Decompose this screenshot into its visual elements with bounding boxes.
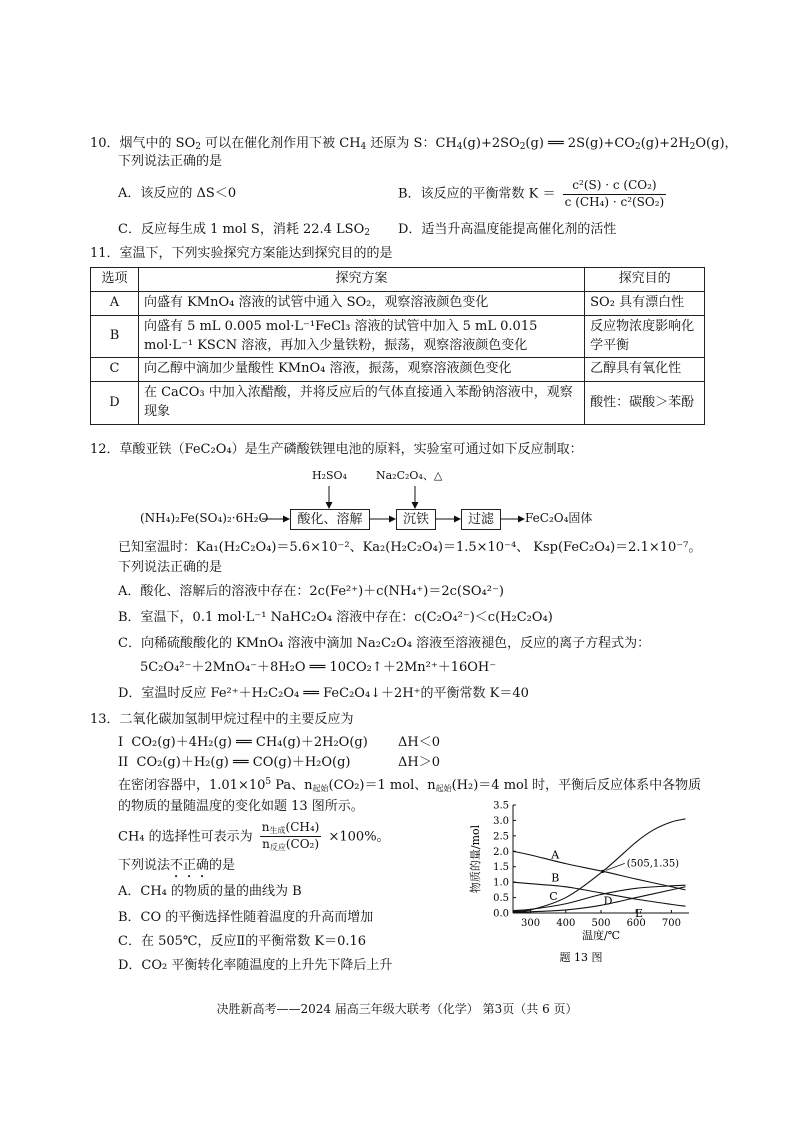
q12-option-a: A．酸化、溶解后的溶液中存在：2c(Fe²⁺)＋c(NH₄⁺)＝2c(SO₄²⁻): [118, 584, 504, 599]
q13-option-b: B．CO 的平衡选择性随着温度的升高而增加: [118, 910, 374, 925]
table-cell-option: B: [91, 315, 139, 358]
table-cell-option: D: [91, 382, 139, 425]
y-tick-label: 2.5: [493, 831, 509, 843]
x-tick-label: 300: [521, 918, 541, 929]
q10-constant-fraction: $\frac{\text{c²(S) · c (CO₂)}}{\text{c (CH₄) · c²(SO₂)}}$: [564, 178, 665, 209]
y-tick-label: 3.0: [493, 815, 509, 827]
q13-selectivity: CH₄ 的选择性可表示为 $\frac{n_{生成}(CH_4)}{n_{反应}(CO_2)}$ ×100%。: [118, 820, 390, 853]
q12-option-d: D．室温时反应 Fe²⁺＋H₂C₂O₄ ══ FeC₂O₄↓＋2H⁺的平衡常数 K＝40: [118, 686, 529, 701]
y-tick-label: 1.5: [493, 862, 509, 874]
x-tick-label: 600: [626, 918, 646, 929]
page-footer: 决胜新高考——2024 届高三年级大联考（化学） 第3页（共 6 页）: [216, 1002, 578, 1016]
x-tick-label: 700: [661, 918, 681, 929]
table-header: 探究目的: [585, 268, 705, 292]
q13-reaction-1-dh: ΔH＜0: [398, 735, 440, 750]
q12-stem2: 下列说法正确的是: [118, 560, 223, 575]
q10-option-c: C．反应每生成 1 mol S，消耗 22.4 $LSO_2$: [118, 222, 370, 238]
table-cell-plan: 在 CaCO₃ 中加入浓醋酸，并将反应后的气体直接通入苯酚钠溶液中，观察现象: [138, 382, 584, 425]
flow-product: FeC₂O₄固体: [525, 511, 593, 525]
table-cell-goal: 乙醇具有氧化性: [585, 358, 705, 382]
series-label-e: E: [635, 907, 644, 920]
flow-start-material: (NH₄)₂Fe(SO₄)₂·6H₂O: [140, 511, 269, 525]
y-tick-label: 0.0: [493, 908, 509, 920]
table-header: 探究方案: [138, 268, 584, 292]
y-tick-label: 1.0: [493, 877, 509, 889]
table-cell-option: C: [91, 358, 139, 382]
y-tick-label: 2.0: [493, 846, 509, 858]
table-cell-plan: 向盛有 5 mL 0.005 mol·L⁻¹FeCl₃ 溶液的试管中加入 5 mL 0.015 mol·L⁻¹ KSCN 溶液，再加入少量铁粉，振荡，观察溶液颜色变化: [138, 315, 584, 358]
q13-option-c: C．在 505℃，反应Ⅱ的平衡常数 K＝0.16: [118, 934, 367, 949]
flow-reagent-h2so4: H₂SO₄: [312, 469, 347, 482]
q13-reaction-2: II CO₂(g)＋H₂(g) ══ CO(g)＋H₂O(g): [118, 755, 351, 770]
x-axis-label: 温度/℃: [581, 929, 621, 942]
x-tick-label: 500: [591, 918, 611, 929]
table-cell-goal: SO₂ 具有漂白性: [585, 291, 705, 315]
series-line-d: [513, 885, 685, 910]
q12-known-constants: 已知室温时：Ka₁(H₂C₂O₄)＝5.6×10⁻²、Ka₂(H₂C₂O₄)＝1.5×10⁻⁴、 Ksp(FeC₂O₄)＝2.1×10⁻⁷。: [118, 540, 702, 555]
annotation-point: [601, 870, 604, 873]
q13-option-d: D．CO₂ 平衡转化率随温度的上升先下降后上升: [118, 958, 393, 973]
q13-selectivity-fraction: $\frac{n_{生成}(CH_4)}{n_{反应}(CO_2)}$: [261, 820, 320, 853]
series-label-c: C: [549, 890, 558, 904]
x-tick-label: 400: [556, 918, 576, 929]
series-label-a: A: [551, 848, 560, 862]
q12-option-b: B．室温下，0.1 mol·L⁻¹ NaHC₂O₄ 溶液中存在：c(C₂O₄²⁻)＜c(H₂C₂O₄): [118, 610, 553, 625]
q10-stem: 10．烟气中的 $SO_2$ 可以在催化剂作用下被 $CH_4$ 还原为 S：$CH_4(g)+2SO_2(g)$ ══ $2S(g)+CO_2(g)+2H_2O(g)$，: [90, 136, 738, 152]
table-cell-goal: 反应物浓度影响化学平衡: [585, 315, 705, 358]
q13-reaction-2-dh: ΔH＞0: [398, 755, 440, 770]
y-tick-label: 0.5: [493, 893, 509, 905]
y-axis-label: 物质的量/mol: [469, 824, 482, 894]
q12-option-c-equation: 5C₂O₄²⁻＋2MnO₄⁻＋8H₂O ══ 10CO₂↑＋2Mn²⁺＋16OH⁻: [140, 660, 497, 675]
q10-option-a: A．该反应的 ΔS＜0: [118, 186, 237, 201]
q12-option-c: C．向稀硫酸酸化的 KMnO₄ 溶液中滴加 Na₂C₂O₄ 溶液至溶液褪色，反应的离子方程式为：: [118, 636, 651, 651]
q10-option-b: B．该反应的平衡常数 K ＝ $\frac{\text{c²(S) · c (CO₂)}}{\text{c (CH₄) · c²(SO₂)}}$: [398, 178, 665, 209]
q13-stem: 13．二氧化碳加氢制甲烷过程中的主要反应为: [90, 712, 354, 727]
table-cell-plan: 向盛有 KMnO₄ 溶液的试管中通入 SO₂，观察溶液颜色变化: [138, 291, 584, 315]
q10-stem2: 下列说法正确的是: [118, 154, 223, 169]
flow-reagent-na2c2o4: Na₂C₂O₄、△: [376, 469, 443, 482]
q12-stem: 12．草酸亚铁（FeC₂O₄）是生产磷酸铁锂电池的原料，实验室可通过如下反应制取：: [90, 442, 583, 457]
q13-condition-2: 的物质的量随温度的变化如题 13 图所示。: [118, 799, 364, 814]
series-label-d: D: [603, 894, 613, 908]
chart-title: 题 13 图: [559, 951, 603, 964]
series-line-b: [513, 882, 685, 906]
table-cell-goal: 酸性：碳酸＞苯酚: [585, 382, 705, 425]
flow-box-precipitate: 沉铁: [396, 509, 436, 530]
q13-option-a: A．CH₄ 的物质的量的曲线为 B: [118, 884, 302, 899]
series-label-b: B: [551, 871, 560, 885]
q11-stem: 11．室温下，下列实验探究方案能达到探究目的的是: [90, 246, 393, 261]
q13-chart: [465, 795, 705, 980]
table-cell-plan: 向乙醇中滴加少量酸性 KMnO₄ 溶液，振荡，观察溶液颜色变化: [138, 358, 584, 382]
flow-box-filter: 过滤: [461, 509, 501, 530]
table-header: 选项: [91, 268, 139, 292]
flow-arrows: [0, 0, 794, 560]
y-tick-label: 3.5: [493, 800, 509, 812]
annotation-label: (505,1.35): [626, 858, 680, 870]
table-cell-option: A: [91, 291, 139, 315]
q10-option-d: D．适当升高温度能提高催化剂的活性: [398, 222, 617, 237]
q13-stem3: 下列说法不正确的是: [118, 858, 236, 873]
q13-reaction-1: I CO₂(g)＋4H₂(g) ══ CH₄(g)＋2H₂O(g): [118, 735, 368, 750]
q13-condition-1: 在密闭容器中，$1.01\times 10^5$ Pa、$n_{起始}(CO_2)=1$ mol、$n_{起始}(H_2)=4$ mol 时，平衡后反应体系中各物质: [118, 777, 702, 793]
flow-box-acidify: 酸化、溶解: [290, 509, 370, 530]
